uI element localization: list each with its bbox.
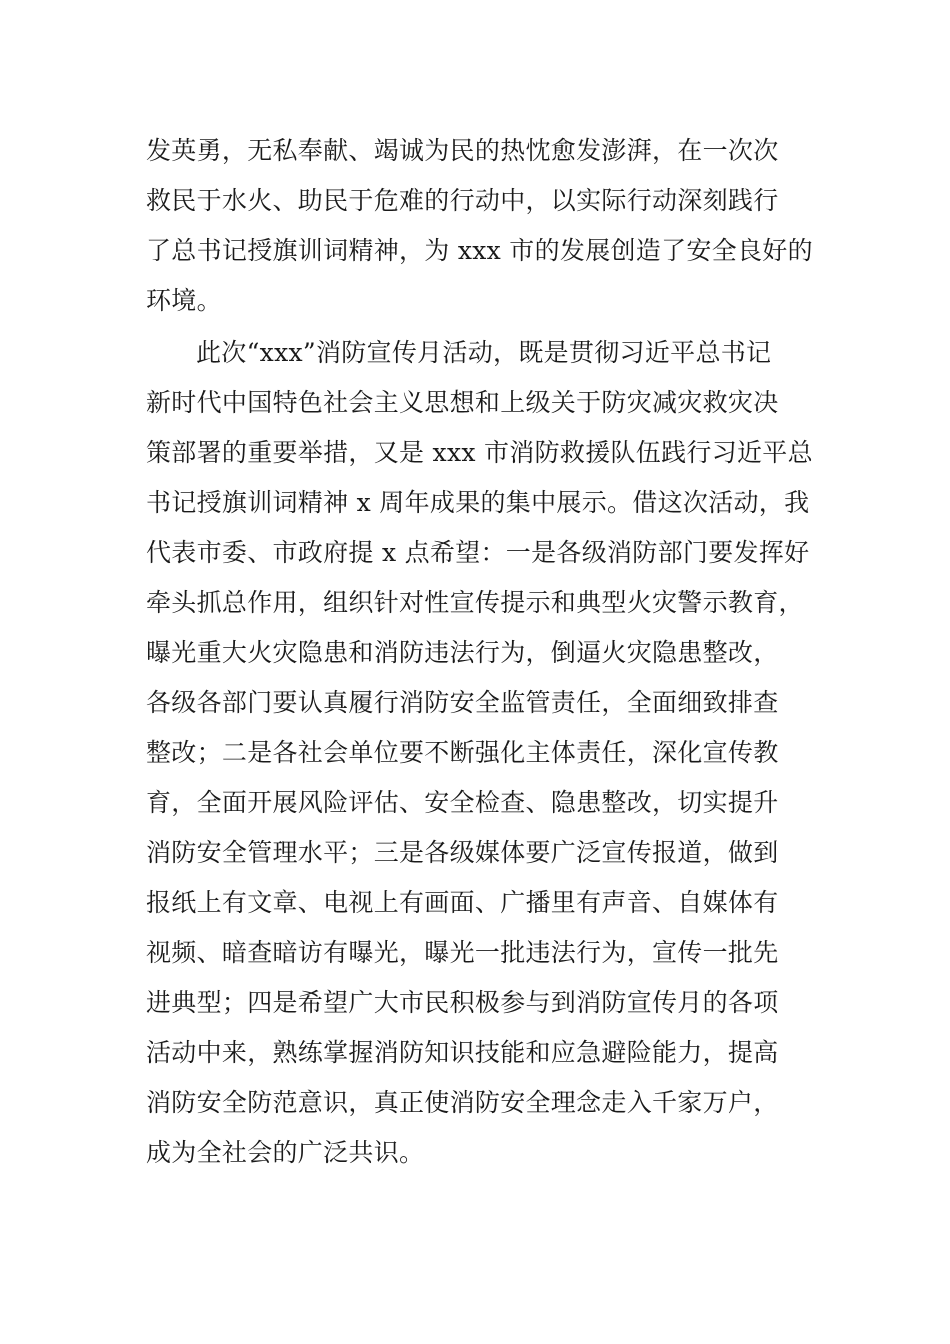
text-line: 策部署的重要举措，又是 xxx 市消防救援队伍践行习近平总	[146, 438, 813, 467]
text-line: 环境。	[146, 286, 222, 315]
text-line: 进典型；四是希望广大市民积极参与到消防宣传月的各项	[146, 988, 779, 1017]
text-line: 发英勇，无私奉献、竭诚为民的热忱愈发澎湃，在一次次	[146, 136, 779, 165]
text-line: 书记授旗训词精神 x 周年成果的集中展示。借这次活动，我	[146, 488, 810, 517]
text-line: 报纸上有文章、电视上有画面、广播里有声音、自媒体有	[146, 888, 779, 917]
text-line: 救民于水火、助民于危难的行动中，以实际行动深刻践行	[146, 186, 779, 215]
text-line: 了总书记授旗训词精神，为 xxx 市的发展创造了安全良好的	[146, 236, 813, 265]
text-line: 消防安全防范意识，真正使消防安全理念走入千家万户，	[146, 1088, 779, 1117]
text-line: 各级各部门要认真履行消防安全监管责任，全面细致排查	[146, 688, 779, 717]
text-line: 成为全社会的广泛共识。	[146, 1138, 425, 1167]
text-line: 视频、暗查暗访有曝光，曝光一批违法行为，宣传一批先	[146, 938, 779, 967]
text-line: 整改；二是各社会单位要不断强化主体责任，深化宣传教	[146, 738, 779, 767]
text-line: 曝光重大火灾隐患和消防违法行为，倒逼火灾隐患整改，	[146, 638, 779, 667]
text-line: 新时代中国特色社会主义思想和上级关于防灾减灾救灾决	[146, 388, 779, 417]
text-line: 育，全面开展风险评估、安全检查、隐患整改，切实提升	[146, 788, 779, 817]
text-line: 活动中来，熟练掌握消防知识技能和应急避险能力，提高	[146, 1038, 779, 1067]
text-line: 消防安全管理水平；三是各级媒体要广泛宣传报道，做到	[146, 838, 779, 867]
paragraph-first-line: 此次“xxx”消防宣传月活动，既是贯彻习近平总书记	[196, 338, 772, 367]
text-line: 代表市委、市政府提 x 点希望：一是各级消防部门要发挥好	[146, 538, 810, 567]
text-line: 牵头抓总作用，组织针对性宣传提示和典型火灾警示教育，	[146, 588, 804, 617]
